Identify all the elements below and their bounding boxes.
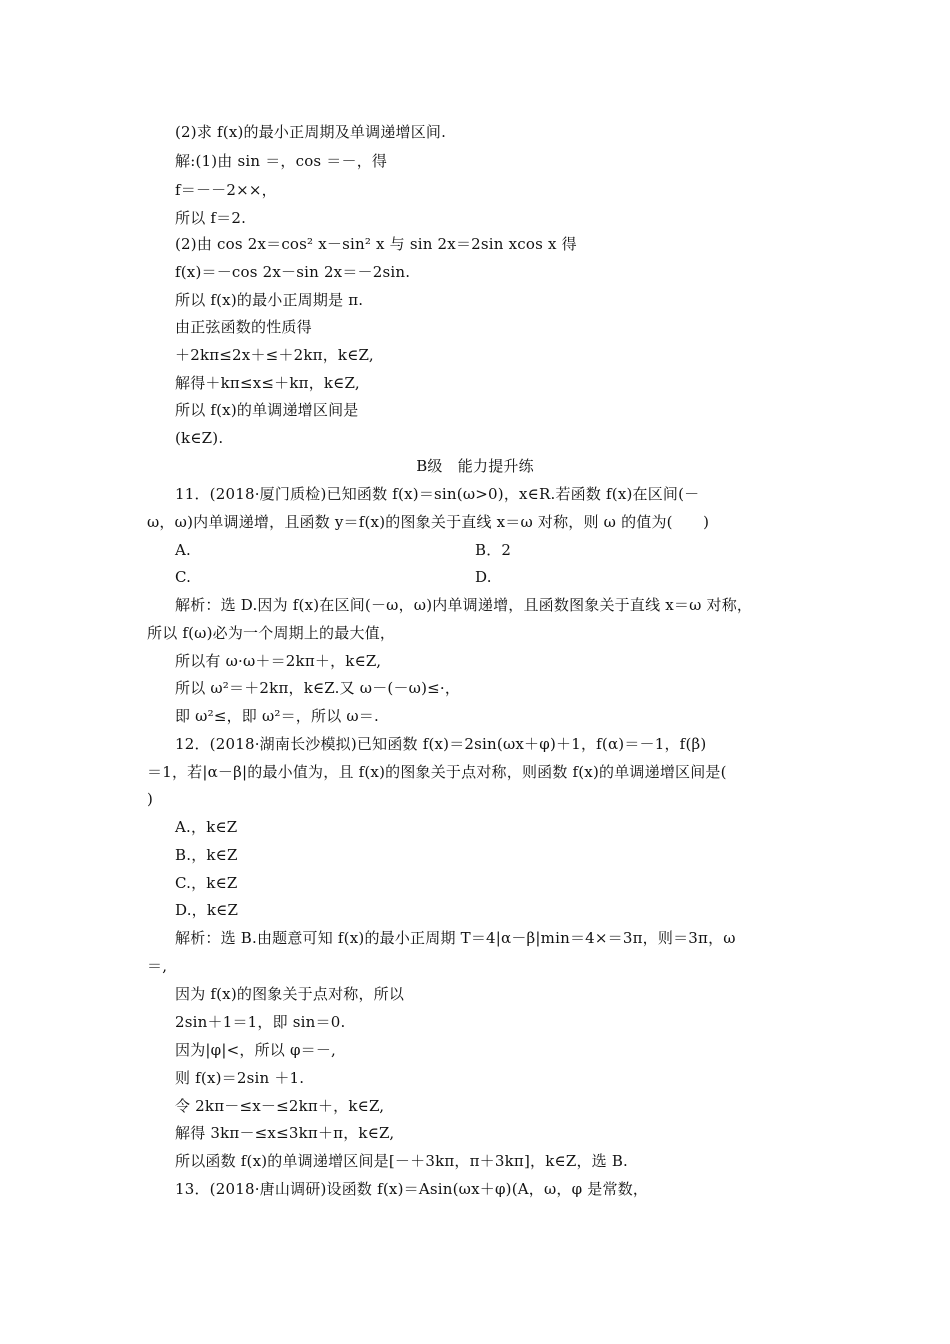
text-line: 解得＋kπ≤x≤＋kπ，k∈Z, [175,374,360,392]
option-c: C. [175,568,192,586]
option-b: B．2 [475,541,512,559]
text-line: 所以 f(x)的最小正周期是 π. [175,291,364,309]
text-line: 则 f(x)＝2sin ＋1. [175,1069,305,1087]
text-line: 解得 3kπ－≤x≤3kπ＋π，k∈Z, [175,1124,395,1142]
text-line: f(x)＝－cos 2x－sin 2x＝－2sin. [175,263,411,281]
section-heading: B级 能力提升练 [416,457,534,475]
text-line: 解析：选 B.由题意可知 f(x)的最小正周期 T＝4|α－β|min＝4×＝3π，则＝3π，ω [175,929,736,947]
question-11-line-2: ω，ω)内单调递增，且函数 y＝f(x)的图象关于直线 x＝ω 对称，则 ω 的值为( ) [147,513,710,531]
question-12-line-1: 12．(2018·湖南长沙模拟)已知函数 f(x)＝2sin(ωx＋φ)＋1，f(α)＝－1，f(β) [175,735,707,753]
text-line: 因为 f(x)的图象关于点对称，所以 [175,985,405,1003]
option-c: C.，k∈Z [175,874,238,892]
text-line: 2sin＋1＝1，即 sin＝0. [175,1013,346,1031]
option-a: A. [175,541,192,559]
text-line: 所以 ω²＝＋2kπ，k∈Z.又 ω－(－ω)≤·， [175,679,461,697]
text-line: 所以 f(x)的单调递增区间是 [175,401,359,419]
text-line: f＝－－2××， [175,181,277,199]
text-line: 解:(1)由 sin ＝，cos ＝－，得 [175,152,388,170]
text-line: 所以函数 f(x)的单调递增区间是[－＋3kπ，π＋3kπ]，k∈Z，选 B. [175,1152,629,1170]
question-13-line-1: 13．(2018·唐山调研)设函数 f(x)＝Asin(ωx＋φ)(A，ω，φ 是常数， [175,1180,649,1198]
text-line: 解析：选 D.因为 f(x)在区间(－ω，ω)内单调递增，且函数图象关于直线 x＝ω 对称， [175,596,753,614]
option-b: B.，k∈Z [175,846,238,864]
question-12-line-3: ) [147,790,154,808]
text-line: (k∈Z). [175,429,224,447]
question-12-line-2: ＝1，若|α－β|的最小值为，且 f(x)的图象关于点对称，则函数 f(x)的单调递增区间是( [147,763,727,781]
text-line: (2)求 f(x)的最小正周期及单调递增区间. [175,123,447,141]
text-line: 由正弦函数的性质得 [175,318,312,336]
text-line: 所以 f＝2. [175,209,247,227]
text-line: ＝, [147,957,168,975]
text-line: 因为|φ|<，所以 φ＝－, [175,1041,337,1059]
text-line: 所以有 ω·ω＋＝2kπ＋，k∈Z, [175,652,382,670]
text-line: 即 ω²≤，即 ω²＝，所以 ω＝. [175,707,379,725]
question-11-line-1: 11．(2018·厦门质检)已知函数 f(x)＝sin(ω>0)，x∈R.若函数 f(x)在区间(－ [175,485,700,503]
option-d: D.，k∈Z [175,901,239,919]
text-line: 所以 f(ω)必为一个周期上的最大值， [147,624,396,642]
text-line: 令 2kπ－≤x－≤2kπ＋，k∈Z, [175,1097,385,1115]
text-line: (2)由 cos 2x＝cos² x－sin² x 与 sin 2x＝2sin xcos x 得 [175,235,577,253]
option-d: D. [475,568,492,586]
text-line: ＋2kπ≤2x＋≤＋2kπ，k∈Z, [175,346,374,364]
option-a: A.，k∈Z [175,818,238,836]
